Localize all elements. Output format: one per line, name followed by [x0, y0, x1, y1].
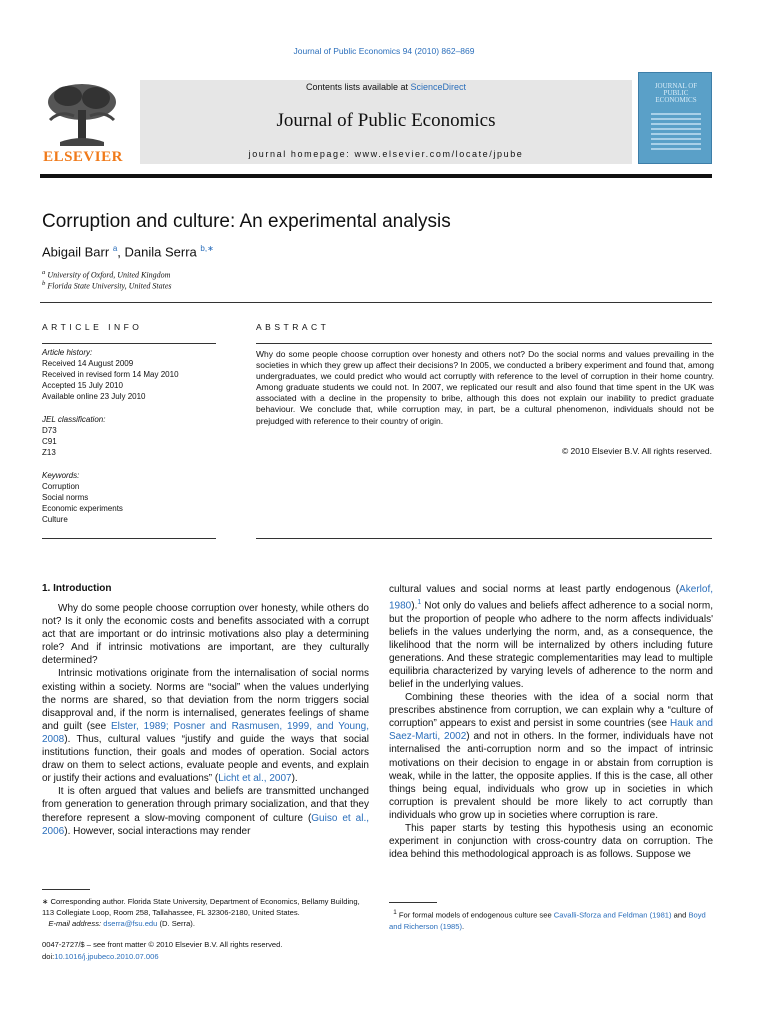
article-title: Corruption and culture: An experimental analysis [42, 211, 451, 232]
citation-link[interactable]: Akerlof, 1980 [389, 584, 713, 612]
copyright-notice: © 2010 Elsevier B.V. All rights reserved. [561, 446, 712, 456]
citation-link[interactable]: Elster, 1989; Posner and Rasmusen, 1999, and Young, 2008 [42, 720, 369, 745]
article-info-heading: ARTICLE INFO [42, 322, 143, 332]
paragraph: Why do some people choose corruption over honesty, while others do not? Is it only the economic costs and benefits associated with a corrupt act that are important or do intrinsic motivations also play a determining role? And if intrinsic motivations are important, are they culturally determined? [42, 603, 369, 667]
issn-line: 0047-2727/$ – see front matter © 2010 Elsevier B.V. All rights reserved. [42, 940, 283, 949]
keywords-label: Keywords: [42, 471, 80, 480]
abstract-rule [256, 343, 712, 344]
doi-label: doi: [42, 952, 55, 961]
abstract-text: Why do some people choose corruption over honesty and others not? Do the social norms and values prevailing in the societies in which they grew up affect their decisions? In 2005, we conducted a bribery experiment and found that, among undergraduates, we could predict who would act corruptly with reference to the level of corruption in their home country. Among graduate students we could not. In 2007, we replicated our result and also found that time spent in the UK was associated with a decline in the propensity to bribe, although this does not explain our inability to predict graduate behaviour. We conclude that, while corruption may, in part, be a cultural phenomenon, individuals should not be prejudged with reference to their country of origin. [256, 349, 714, 426]
cover-title: JOURNAL OF PUBLIC ECONOMICS [654, 82, 698, 104]
keywords [42, 470, 123, 525]
journal-cover-thumbnail [638, 72, 712, 164]
journal-reference[interactable]: Journal of Public Economics 94 (2010) 862–869 [293, 46, 475, 56]
history-item: Available online 23 July 2010 [42, 392, 146, 401]
article-info-rule [42, 343, 216, 344]
footnote-rule [389, 902, 437, 903]
affiliation-marker[interactable]: b,∗ [200, 244, 214, 253]
paragraph: Combining these theories with the idea of a social norm that prescribes abstinence from corruption, we can explain why a “culture of corruption” appears to exist and persist in some countries (see Hauk and Saez-Marti, 2002) and not in others. In the former, individuals have not internalised the anti-corruption norm and so the impact of intrinsic motivations on their decision to engage in or abstain from corruption is weak, while in the latter, the opposite applies. If this is the case, all other things being equal, individuals who grow up in societies in which corruption is prevalent should be more likely to act corruptly than individuals who grow up in societies where corruption is rare. [389, 692, 713, 821]
citation-link[interactable]: Hauk and Saez-Marti, 2002 [389, 718, 713, 743]
paragraph: It is often argued that values and beliefs are transmitted unchanged from generation to generation through primary socialization, and that they therefore represent a slow-moving component of culture (Guiso et al., 2006). However, social interactions may render [42, 786, 370, 837]
author-list [42, 244, 214, 259]
journal-title: Journal of Public Economics [276, 110, 496, 131]
keyword: Social norms [42, 493, 89, 502]
citation-link[interactable]: Licht et al., 2007 [218, 773, 292, 785]
contents-prefix: Contents lists available at [305, 82, 411, 92]
author-name: Danila Serra [124, 244, 197, 260]
footnote-marker: 1 [393, 909, 397, 916]
article-history [42, 347, 179, 402]
author-separator: , [117, 244, 125, 260]
jel-code: C91 [42, 437, 57, 446]
author-name: Abigail Barr [42, 244, 110, 260]
keyword: Economic experiments [42, 504, 123, 513]
email-label: E-mail address: [48, 919, 104, 928]
history-item: Accepted 15 July 2010 [42, 381, 123, 390]
jel-code: Z13 [42, 448, 56, 457]
jel-code: D73 [42, 426, 57, 435]
history-label: Article history: [42, 348, 93, 357]
citation-link[interactable]: Guiso et al., 2006 [42, 812, 370, 837]
history-item: Received 14 August 2009 [42, 359, 134, 368]
citation-link[interactable]: Boyd and Richerson (1985) [389, 910, 706, 931]
affiliation-marker: b [42, 280, 46, 287]
body-column-right [389, 583, 713, 861]
footnote-rule [42, 889, 90, 890]
affiliation [42, 280, 172, 291]
elsevier-wordmark: ELSEVIER [43, 149, 123, 165]
sciencedirect-link[interactable]: ScienceDirect [410, 82, 467, 92]
paragraph: cultural values and social norms at least partly endogenous (Akerlof, 1980).$^1$ Not only do values and beliefs affect adherence to a social norm, but the proportion of people who adhere to the norm affects individuals' beliefs in the values underlying the norm, and, as a consequence, the likelihood that the norm will be internalized by others including future generations. And these strategic complementarities may lead to multiple equilibria characterized by varying levels of adherence to the norm and belief in the underlying values. [389, 584, 713, 690]
jel-classification [42, 414, 105, 458]
journal-homepage[interactable]: journal homepage: www.elsevier.com/locate/jpube [248, 149, 524, 159]
affiliation-marker: a [42, 269, 46, 276]
doi-link[interactable]: 10.1016/j.jpubeco.2010.07.006 [54, 952, 159, 961]
keyword: Corruption [42, 482, 80, 491]
history-item: Received in revised form 14 May 2010 [42, 370, 179, 379]
body-column-left [42, 602, 369, 838]
abstract-bottom-rule [256, 538, 712, 539]
affiliation-marker[interactable]: a [112, 244, 118, 253]
cover-decoration [651, 113, 701, 153]
footnote: $^1$ For formal models of endogenous culture see Cavalli-Sforza and Feldman (1981) and Boyd and Richerson (1985). [389, 909, 706, 931]
jel-label: JEL classification: [42, 415, 106, 424]
front-matter-notice [42, 939, 282, 963]
corresponding-author-footnote: ∗ Corresponding author. Florida State University, Department of Economics, Bellamy Building, 113 Collegiate Loop, Room 258, Tallahassee, FL 32306-2180, United States. E-mail address: dserra@fsu.edu (D. Serra). [42, 897, 360, 928]
affiliation [42, 269, 170, 280]
contents-line [140, 82, 632, 92]
section-rule [40, 302, 712, 303]
footnote-marker[interactable]: 1 [417, 599, 422, 607]
header-rule [40, 174, 712, 178]
section-heading: 1. Introduction [42, 583, 112, 594]
paragraph: Intrinsic motivations originate from the internalisation of social norms existing within a society. Norms are “social” when the values underlying the norms are shared, so that deviation from the norm triggers social disapproval and, if the norm is internalised, generates feelings of shame and guilt (see Elster, 1989; Posner and Rasmusen, 1999, and Young, 2008). Thus, cultural values “justify and guide the ways that social institutions function, their goals and modes of operation. Social actors draw on them to select actions, evaluate people and events, and explain or justify their actions and evaluations” (Licht et al., 2007). [42, 668, 369, 785]
footnote-marker: ∗ [42, 897, 49, 906]
paragraph: This paper starts by testing this hypothesis using an economic experiment in conjunction with cross-country data on corruption. The idea behind this methodological approach is as follows. Suppose we [389, 823, 713, 861]
citation-link[interactable]: Cavalli-Sforza and Feldman (1981) [553, 910, 672, 920]
abstract-heading: ABSTRACT [256, 322, 330, 332]
email-link[interactable]: dserra@fsu.edu [103, 919, 158, 928]
keyword: Culture [42, 515, 68, 524]
affiliation-text: Florida State University, United States [47, 281, 172, 291]
affiliation-text: University of Oxford, United Kingdom [47, 270, 171, 280]
article-info-bottom-rule [42, 538, 216, 539]
